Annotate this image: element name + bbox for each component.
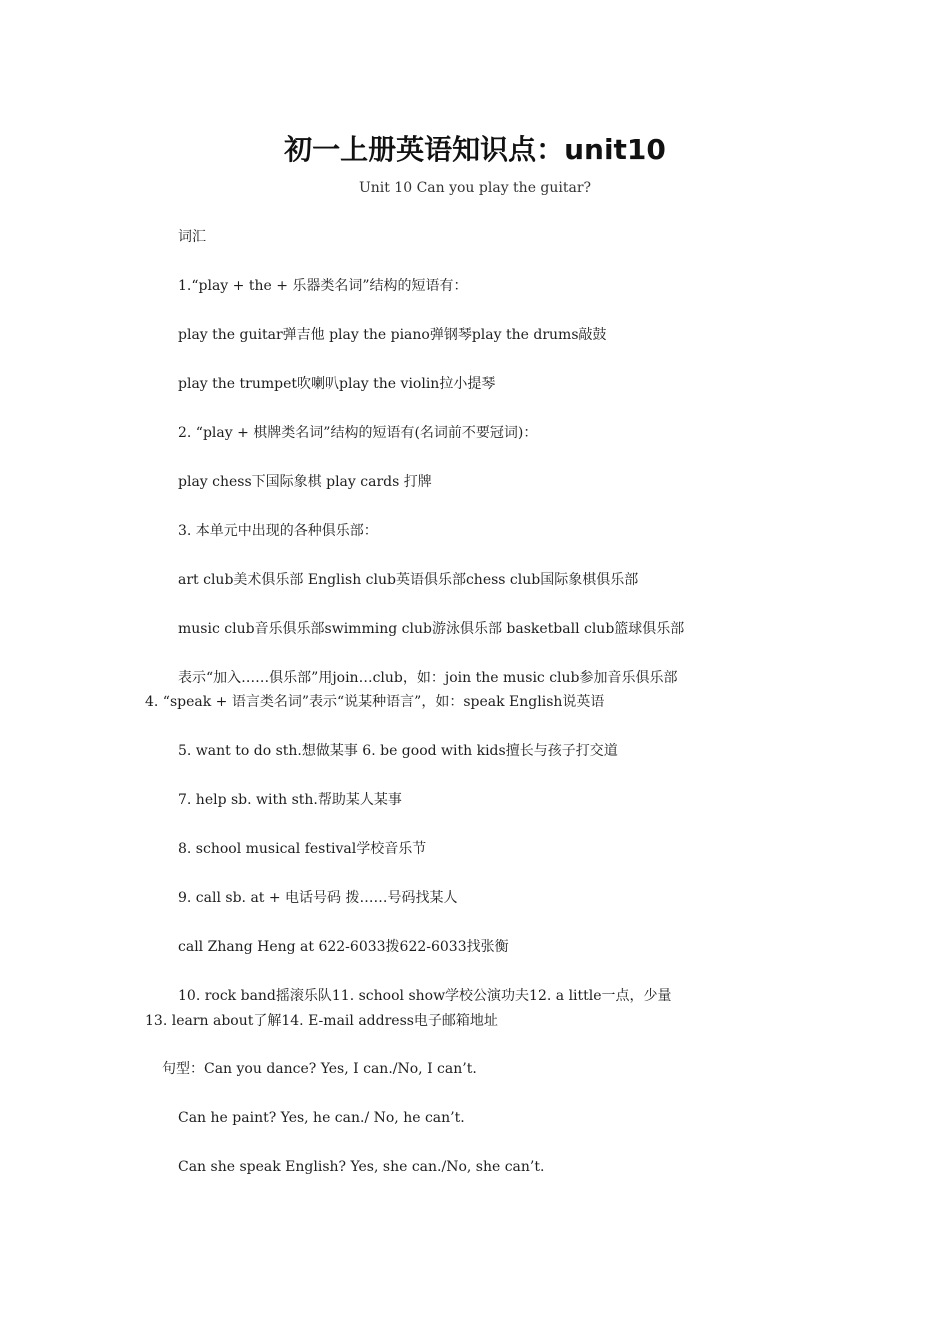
paragraph-line: music club音乐俱乐部swimming club游泳俱乐部 basketball club篮球俱乐部 <box>178 621 685 637</box>
section-heading-vocabulary: 词汇 <box>178 229 206 245</box>
paragraph-line: 13. learn about了解14. E-mail address电子邮箱地址 <box>145 1013 498 1029</box>
paragraph-line: play chess下国际象棋 play cards 打牌 <box>178 474 432 490</box>
paragraph-line: 1.“play + the + 乐器类名词”结构的短语有： <box>178 278 468 294</box>
paragraph-line: call Zhang Heng at 622-6033拨622-6033找张衡 <box>178 939 509 955</box>
paragraph-line: 句型：Can you dance? Yes, I can./No, I can’t. <box>162 1061 477 1077</box>
paragraph-line: 表示“加入……俱乐部”用join…club，如：join the music club参加音乐俱乐部 <box>178 670 678 686</box>
paragraph-line: 4. “speak + 语言类名词”表示“说某种语言”，如：speak English说英语 <box>145 694 605 710</box>
paragraph-line: 7. help sb. with sth.帮助某人某事 <box>178 792 402 808</box>
paragraph-line: Can she speak English? Yes, she can./No, she can’t. <box>178 1159 545 1175</box>
page-subtitle: Unit 10 Can you play the guitar? <box>358 180 592 196</box>
page-title: 初一上册英语知识点：unit10 <box>284 133 666 166</box>
paragraph-line: 9. call sb. at + 电话号码 拨……号码找某人 <box>178 890 458 906</box>
paragraph-line: 8. school musical festival学校音乐节 <box>178 841 427 857</box>
paragraph-line: 2. “play + 棋牌类名词”结构的短语有(名词前不要冠词)： <box>178 425 538 441</box>
paragraph-line: 3. 本单元中出现的各种俱乐部： <box>178 523 378 539</box>
paragraph-line: 5. want to do sth.想做某事 6. be good with kids擅长与孩子打交道 <box>178 743 618 759</box>
paragraph-line: art club美术俱乐部 English club英语俱乐部chess club国际象棋俱乐部 <box>178 572 639 588</box>
paragraph-line: play the trumpet吹喇叭play the violin拉小提琴 <box>178 376 496 392</box>
paragraph-line: 10. rock band摇滚乐队11. school show学校公演功夫12. a little一点，少量 <box>178 988 672 1004</box>
paragraph-line: Can he paint? Yes, he can./ No, he can’t. <box>178 1110 465 1126</box>
paragraph-line: play the guitar弹吉他 play the piano弹钢琴play the drums敲鼓 <box>178 327 607 343</box>
